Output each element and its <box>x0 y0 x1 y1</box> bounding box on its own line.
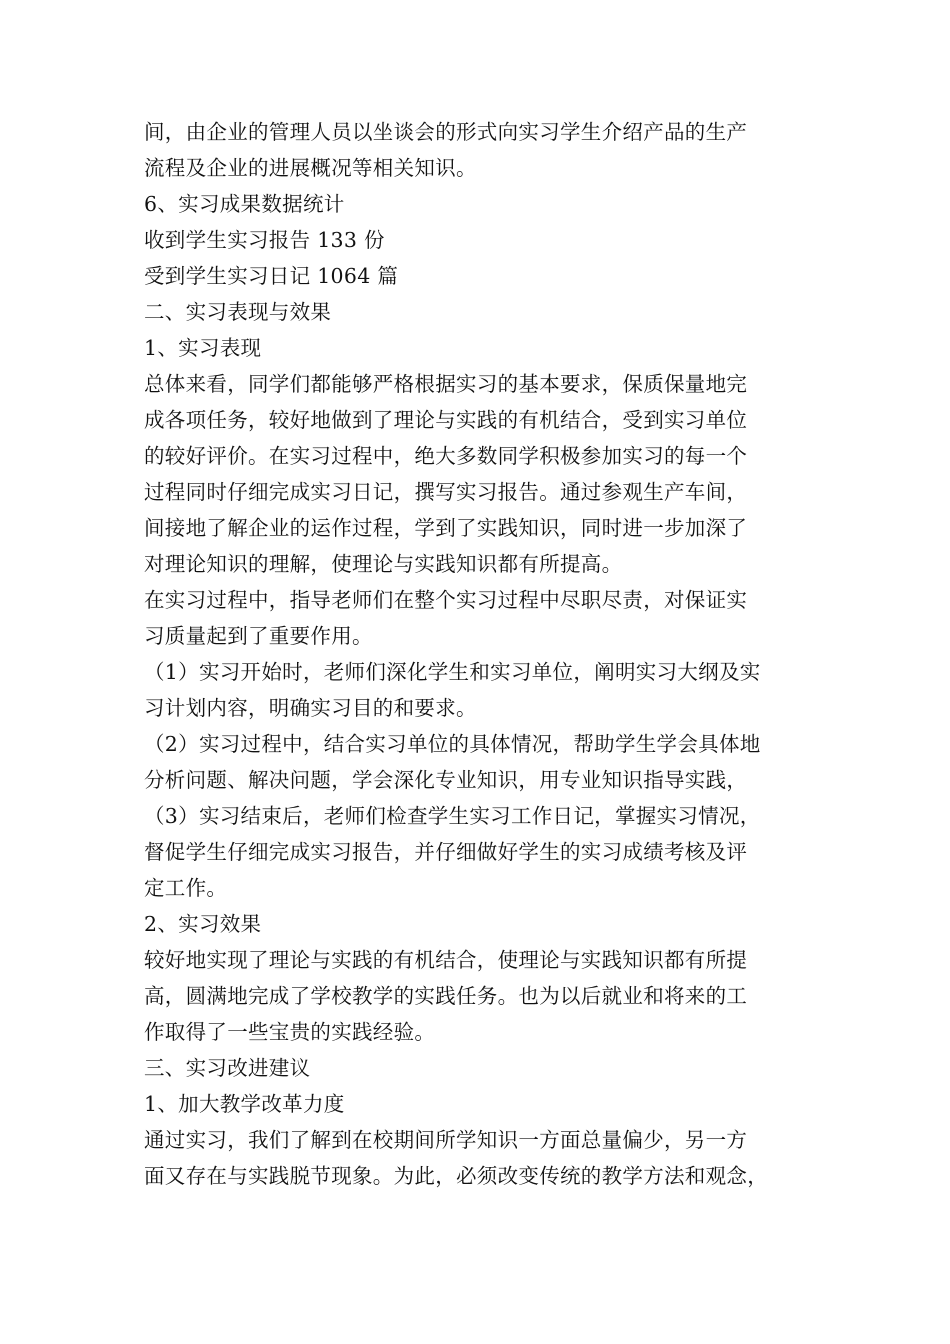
text-line: （2）实习过程中，结合实习单位的具体情况，帮助学生学会具体地 <box>144 732 761 756</box>
text-line: 面又存在与实践脱节现象。为此，必须改变传统的教学方法和观念， <box>144 1164 768 1188</box>
text-line: 高，圆满地完成了学校教学的实践任务。也为以后就业和将来的工 <box>144 984 748 1008</box>
text-line: 习质量起到了重要作用。 <box>144 624 373 648</box>
section-heading: 2、实习效果 <box>144 912 262 936</box>
text-line: 受到学生实习日记 1064 篇 <box>144 264 399 288</box>
text-line: 通过实习，我们了解到在校期间所学知识一方面总量偏少，另一方 <box>144 1128 748 1152</box>
section-heading: 二、实习表现与效果 <box>144 300 332 324</box>
document-body <box>144 114 824 1194</box>
text-line: （3）实习结束后，老师们检查学生实习工作日记，掌握实习情况， <box>144 804 761 828</box>
text-line: 的较好评价。在实习过程中，绝大多数同学积极参加实习的每一个 <box>144 444 748 468</box>
text-line: 作取得了一些宝贵的实践经验。 <box>144 1020 436 1044</box>
section-heading: 1、加大教学改革力度 <box>144 1092 345 1116</box>
section-heading: 1、实习表现 <box>144 336 262 360</box>
text-line: 间，由企业的管理人员以坐谈会的形式向实习学生介绍产品的生产 <box>144 120 748 144</box>
section-heading: 三、实习改进建议 <box>144 1056 311 1080</box>
text-line: （1）实习开始时，老师们深化学生和实习单位，阐明实习大纲及实 <box>144 660 761 684</box>
text-line: 较好地实现了理论与实践的有机结合，使理论与实践知识都有所提 <box>144 948 748 972</box>
text-line: 在实习过程中，指导老师们在整个实习过程中尽职尽责，对保证实 <box>144 588 748 612</box>
text-line: 分析问题、解决问题，学会深化专业知识，用专业知识指导实践， <box>144 768 748 792</box>
section-heading: 6、实习成果数据统计 <box>144 192 345 216</box>
text-line: 成各项任务，较好地做到了理论与实践的有机结合，受到实习单位 <box>144 408 748 432</box>
text-line: 定工作。 <box>144 876 228 900</box>
text-line: 过程同时仔细完成实习日记，撰写实习报告。通过参观生产车间， <box>144 480 748 504</box>
text-line: 总体来看，同学们都能够严格根据实习的基本要求，保质保量地完 <box>144 372 748 396</box>
text-line: 督促学生仔细完成实习报告，并仔细做好学生的实习成绩考核及评 <box>144 840 748 864</box>
text-line: 收到学生实习报告 133 份 <box>144 228 385 252</box>
text-line: 间接地了解企业的运作过程，学到了实践知识，同时进一步加深了 <box>144 516 748 540</box>
text-line: 流程及企业的进展概况等相关知识。 <box>144 156 477 180</box>
text-line: 对理论知识的理解，使理论与实践知识都有所提高。 <box>144 552 623 576</box>
text-line: 习计划内容，明确实习目的和要求。 <box>144 696 477 720</box>
